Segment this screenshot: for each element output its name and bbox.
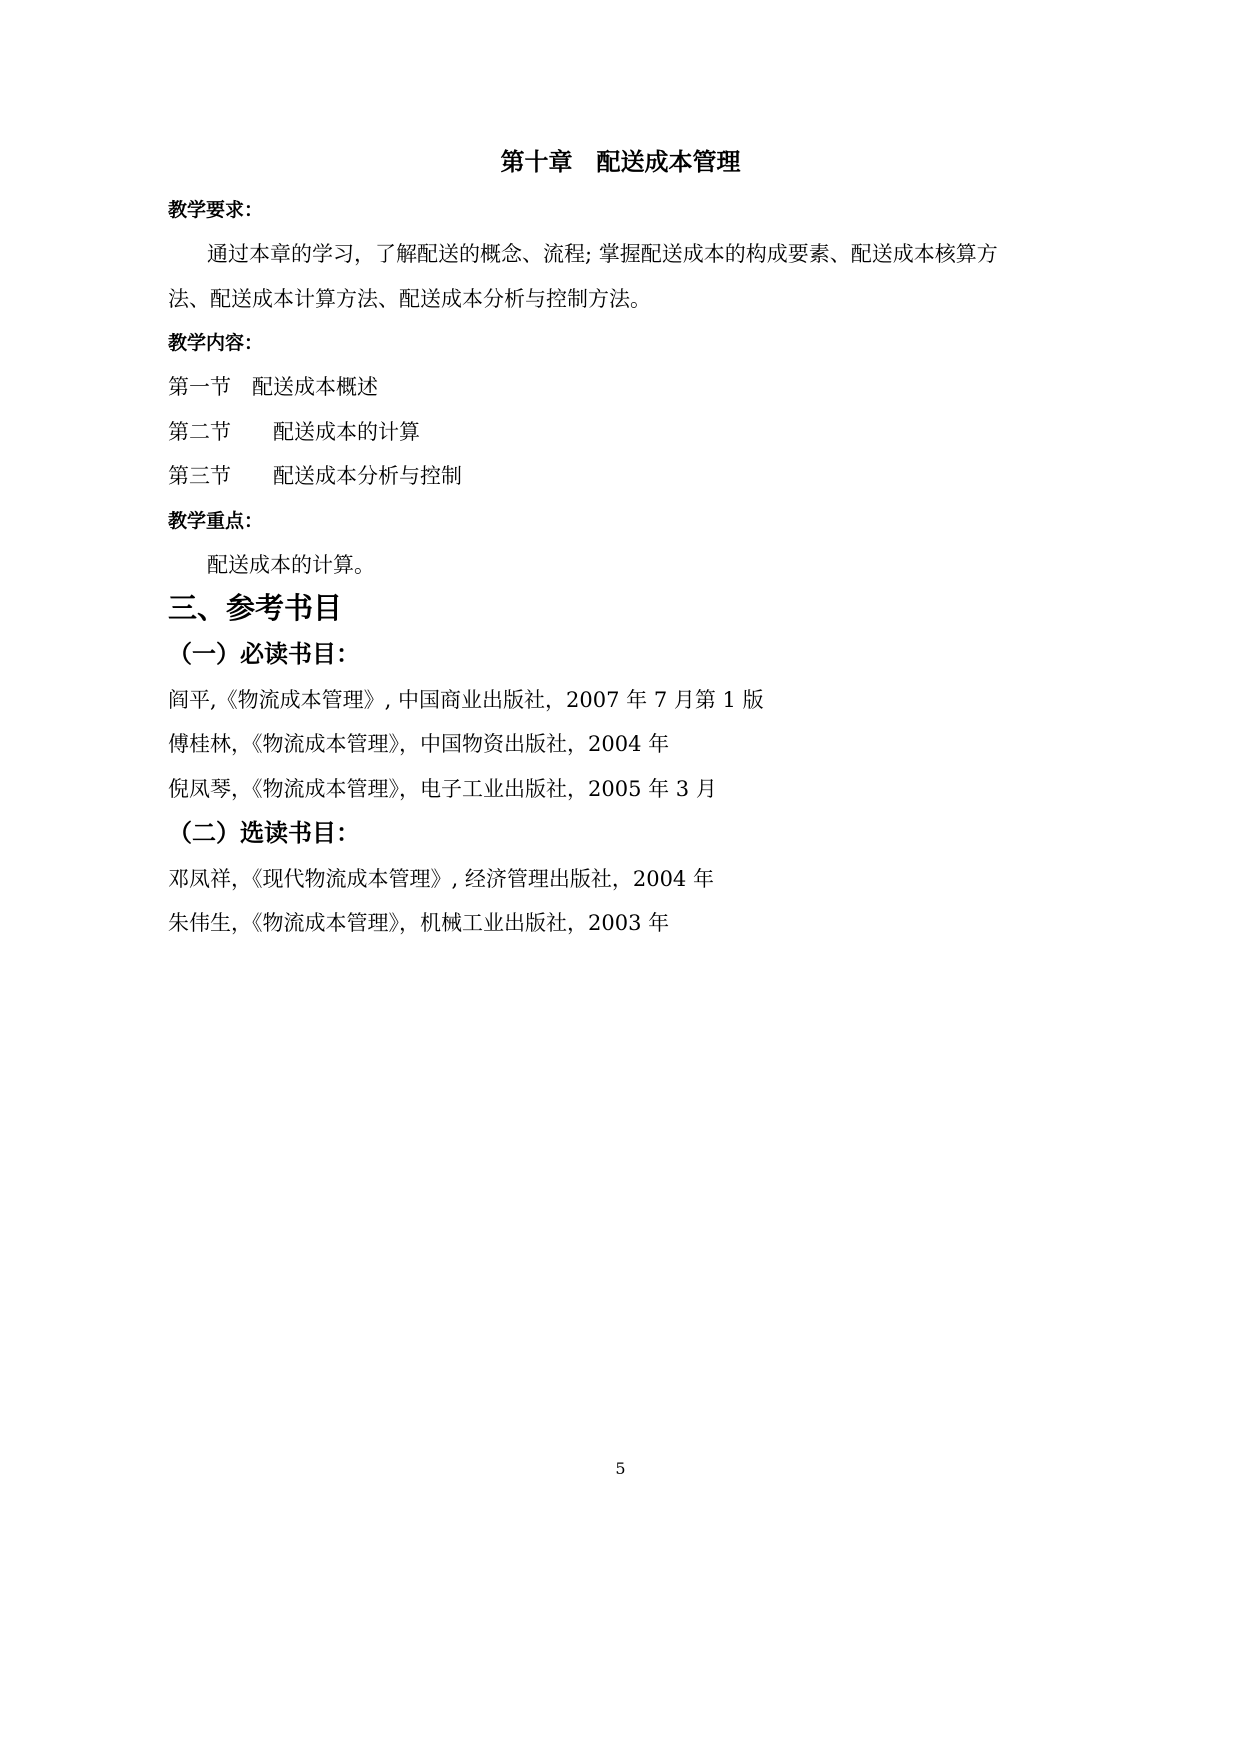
teaching-requirements-paragraph-line1: 通过本章的学习，了解配送的概念、流程; 掌握配送成本的构成要素、配送成本核算方: [207, 242, 998, 266]
required-reading-item: 阎平,《物流成本管理》, 中国商业出版社，2007 年 7 月第 1 版: [168, 688, 764, 712]
teaching-content-item: 第三节 配送成本分析与控制: [168, 464, 462, 488]
teaching-focus-text: 配送成本的计算。: [207, 553, 375, 577]
references-heading: 三、参考书目: [168, 591, 343, 625]
page-number: 5: [615, 1459, 626, 1478]
optional-reading-item: 朱伟生，《物流成本管理》，机械工业出版社，2003 年: [168, 911, 670, 935]
optional-reading-item: 邓凤祥，《现代物流成本管理》, 经济管理出版社，2004 年: [168, 867, 714, 891]
required-reading-heading: （一）必读书目：: [168, 640, 360, 668]
teaching-requirements-heading: 教学要求：: [168, 199, 264, 221]
teaching-content-item: 第二节 配送成本的计算: [168, 420, 420, 444]
teaching-requirements-paragraph-line2: 法、配送成本计算方法、配送成本分析与控制方法。: [168, 287, 651, 311]
teaching-content-item: 第一节 配送成本概述: [168, 375, 378, 399]
required-reading-item: 倪凤琴，《物流成本管理》，电子工业出版社，2005 年 3 月: [168, 777, 717, 801]
chapter-title: 第十章 配送成本管理: [500, 148, 741, 176]
teaching-focus-heading: 教学重点：: [168, 510, 264, 532]
teaching-content-heading: 教学内容：: [168, 332, 264, 354]
required-reading-item: 傅桂林，《物流成本管理》，中国物资出版社，2004 年: [168, 732, 670, 756]
optional-reading-heading: （二）选读书目：: [168, 819, 360, 847]
